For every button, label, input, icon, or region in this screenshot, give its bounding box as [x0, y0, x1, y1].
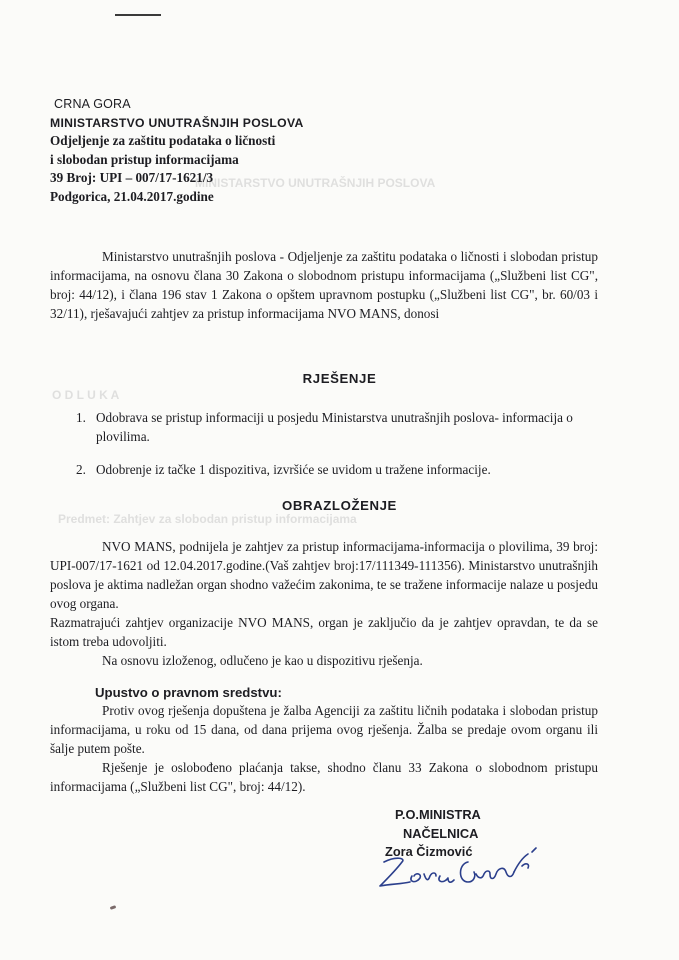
signer-title: NAČELNICA	[403, 825, 479, 841]
country-name: CRNA GORA	[54, 97, 131, 111]
document-header	[50, 95, 304, 207]
reasoning-paragraph-1: NVO MANS, podnijela je zahtjev za pristup informacijama-informacija o plovilima, 39 broj: UPI-007/17-1621 od 12.04.2017.godine.(Vaš zahtjev broj:17/111349-111356). Ministarstvo unutrašnjih poslova je aktima nadležan organ shodno važećim zakonima, te se tražene informacije nalaze u posjedu ovog organa.	[50, 539, 598, 611]
scan-speck	[110, 905, 117, 910]
item-number: 2.	[76, 462, 86, 477]
item-text: Odobrava se pristup informaciji u posjedu Ministarstva unutrašnjih poslova- informacija o plovilima.	[96, 410, 573, 444]
decision-item	[76, 461, 596, 480]
place-date: Podgorica, 21.04.2017.godine	[50, 188, 214, 204]
item-number: 1.	[76, 410, 86, 425]
reasoning-paragraph-2: Razmatrajući zahtjev organizacije NVO MANS, organ je zaključio da je zahtjev opravdan, te da se istom treba udovoljiti.	[50, 615, 598, 649]
decision-item	[76, 409, 596, 447]
bleed-through-text: O D L U K A	[52, 388, 120, 402]
reasoning-title: OBRAZLOŽENJE	[282, 498, 397, 513]
decision-title: RJEŠENJE	[302, 371, 377, 386]
case-number: 39 Broj: UPI – 007/17-1621/3	[50, 170, 214, 186]
handwritten-signature	[372, 840, 542, 900]
remedy-paragraph-1: Protiv ovog rješenja dopuštena je žalba Agenciji za zaštitu ličnih podataka i slobodan pristup informacijama, u roku od 15 dana, od dana prijema ovog rješenja. Žalba se predaje ovom organu ili šalje putem pošte.	[50, 703, 598, 756]
reasoning-paragraph-3: Na osnovu izloženog, odlučeno je kao u dispozitivu rješenja.	[102, 653, 423, 668]
intro-paragraph: Ministarstvo unutrašnjih poslova - Odjeljenje za zaštitu podataka o ličnosti i slobodan pristup informacijama, na osnovu člana 30 Zakona o slobodnom pristupu informacijama („Službeni list CG", broj: 44/12), i člana 196 stav 1 Zakona o opštem upravnom postupku („Službeni list CG", br. 60/03 i 32/11), rješavajući zahtjev za pristup informacijama NVO MANS, donosi	[50, 249, 598, 321]
department-line-2: i slobodan pristup informacijama	[50, 151, 239, 167]
signer-name: Zora Čizmović	[385, 844, 473, 860]
bleed-through-text: Predmet: Zahtjev za slobodan pristup informacijama	[58, 512, 357, 526]
remedy-title: Upustvo o pravnom sredstvu:	[95, 685, 282, 700]
scan-mark	[115, 14, 161, 16]
signer-role: P.O.MINISTRA	[395, 807, 481, 822]
ministry-name: MINISTARSTVO UNUTRAŠNJIH POSLOVA	[50, 115, 304, 130]
department-line-1: Odjeljenje za zaštitu podataka o ličnosti	[50, 133, 276, 149]
bleed-through-text: MINISTARSTVO UNUTRAŠNJIH POSLOVA	[195, 176, 436, 190]
remedy-paragraph-2: Rješenje je oslobođeno plaćanja takse, shodno članu 33 Zakona o slobodnom pristupu informacijama („Službeni list CG", broj: 44/12).	[50, 760, 598, 794]
item-text: Odobrenje iz tačke 1 dispozitiva, izvršiće se uvidom u tražene informacije.	[96, 462, 491, 477]
